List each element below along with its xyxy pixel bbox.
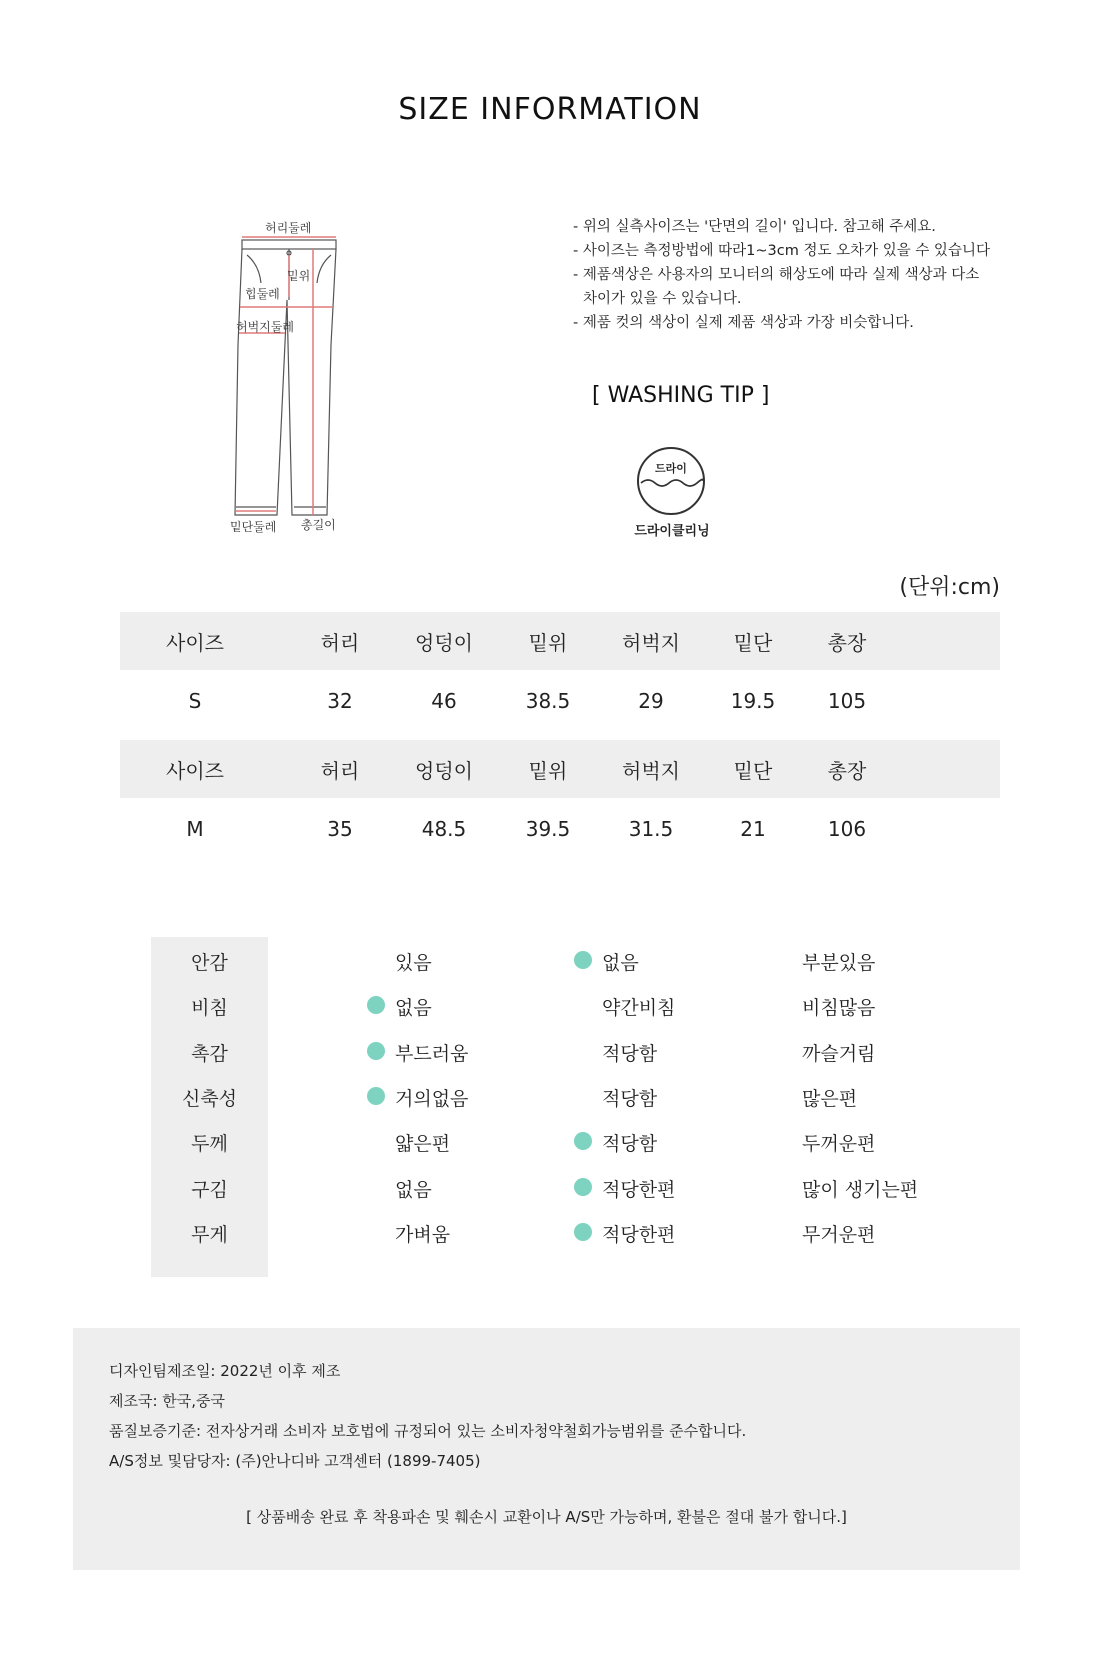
- fabric-option: 거의없음: [395, 1087, 469, 1110]
- unit-label: (단위:cm): [899, 575, 1000, 600]
- size-cell: 29: [638, 689, 664, 713]
- fabric-option: 얇은편: [395, 1133, 451, 1156]
- size-table-header: [120, 612, 1000, 670]
- fabric-row: [0, 993, 1100, 1038]
- fabric-option: 적당함: [602, 1133, 658, 1156]
- fabric-option: 비침많음: [802, 997, 876, 1020]
- table-row: [120, 672, 1000, 730]
- washing-tip-label: 드라이클리닝: [634, 524, 710, 539]
- hem-label: 밑단둘레: [230, 520, 277, 534]
- fabric-row-label: 구김: [191, 1178, 228, 1201]
- note-line: 차이가 있을 수 있습니다.: [583, 291, 742, 307]
- fabric-option: 많은편: [802, 1087, 858, 1110]
- size-cell: 21: [740, 817, 766, 841]
- header-cell: 엉덩이: [415, 630, 473, 655]
- rise-label: 밑위: [287, 269, 311, 283]
- fabric-option: 적당한편: [602, 1223, 676, 1246]
- fabric-row-label: 무게: [191, 1223, 228, 1246]
- fabric-row: [0, 1175, 1100, 1220]
- fabric-option: 까슬거림: [802, 1042, 876, 1065]
- fabric-row: [0, 1220, 1100, 1265]
- washing-tip-title: [ WASHING TIP ]: [592, 383, 770, 408]
- header-cell: 총장: [827, 758, 867, 783]
- size-table-header: [120, 740, 1000, 798]
- fabric-row: [0, 1039, 1100, 1084]
- note-line: - 제품색상은 사용자의 모니터의 해상도에 따라 실제 색상과 다소: [573, 267, 980, 283]
- fabric-row: [0, 948, 1100, 993]
- note-line: - 사이즈는 측정방법에 따라1~3cm 정도 오차가 있을 수 있습니다: [573, 243, 990, 259]
- footer-line: A/S정보 및담당자: (주)안나디바 고객센터 (1899-7405): [109, 1452, 481, 1470]
- header-cell: 밑위: [528, 630, 568, 655]
- fabric-option: 적당함: [602, 1087, 658, 1110]
- size-cell: 46: [431, 689, 457, 713]
- header-cell: 엉덩이: [415, 758, 473, 783]
- fabric-row: [0, 1084, 1100, 1129]
- header-cell: 밑단: [733, 630, 773, 655]
- size-cell: 31.5: [628, 817, 674, 841]
- fabric-row-label: 촉감: [191, 1042, 228, 1065]
- note-line: - 제품 컷의 색상이 실제 제품 색상과 가장 비슷합니다.: [573, 315, 914, 331]
- fabric-option: 두꺼운편: [802, 1133, 876, 1156]
- selected-dot-icon: [574, 1223, 592, 1241]
- header-cell: 총장: [827, 630, 867, 655]
- hip-label: 힙둘레: [245, 287, 280, 301]
- fabric-option: 있음: [395, 952, 432, 974]
- fabric-option: 부분있음: [802, 952, 876, 974]
- size-cell: 39.5: [525, 817, 571, 841]
- fabric-option: 부드러움: [395, 1042, 469, 1065]
- fabric-option: 적당한편: [602, 1178, 676, 1201]
- page-title: SIZE INFORMATION: [398, 92, 702, 127]
- fabric-option: 많이 생기는편: [802, 1178, 919, 1201]
- fabric-option: 약간비침: [602, 997, 676, 1020]
- header-cell: 허벅지: [622, 630, 680, 655]
- dry-clean-icon-text: 드라이: [655, 462, 687, 475]
- selected-dot-icon: [574, 951, 592, 969]
- fabric-row-label: 비침: [191, 997, 228, 1020]
- fabric-row: [0, 1129, 1100, 1174]
- fabric-option: 가벼움: [395, 1223, 451, 1246]
- header-cell: 사이즈: [166, 630, 224, 655]
- fabric-option: 없음: [395, 997, 432, 1020]
- size-cell: 105: [827, 689, 867, 713]
- header-cell: 사이즈: [166, 758, 224, 783]
- size-cell: 35: [327, 817, 353, 841]
- selected-dot-icon: [574, 1178, 592, 1196]
- pants-diagram: [225, 221, 385, 545]
- dry-clean-icon: [635, 445, 707, 517]
- refund-notice: [ 상품배송 완료 후 착용파손 및 훼손시 교환이나 A/S만 가능하며, 환불은 절대 불가 합니다.]: [246, 1508, 847, 1526]
- fabric-row-label: 두께: [191, 1133, 228, 1156]
- table-row: [120, 800, 1000, 858]
- footer-line: 디자인팀제조일: 2022년 이후 제조: [109, 1362, 341, 1380]
- header-cell: 허벅지: [622, 758, 680, 783]
- size-cell: M: [186, 817, 204, 841]
- header-cell: 허리: [320, 630, 360, 655]
- fabric-row-label: 신축성: [181, 1087, 238, 1110]
- footer-line: 제조국: 한국,중국: [109, 1392, 226, 1410]
- selected-dot-icon: [367, 996, 385, 1014]
- header-cell: 허리: [320, 758, 360, 783]
- length-label: 총길이: [301, 518, 336, 532]
- header-cell: 밑위: [528, 758, 568, 783]
- size-cell: 38.5: [525, 689, 571, 713]
- size-cell: 106: [827, 817, 867, 841]
- fabric-option: 적당함: [602, 1042, 658, 1065]
- fabric-row-label: 안감: [191, 952, 228, 974]
- selected-dot-icon: [367, 1087, 385, 1105]
- fabric-option: 무거운편: [802, 1223, 876, 1246]
- note-line: - 위의 실측사이즈는 '단면의 길이' 입니다. 참고해 주세요.: [573, 219, 936, 235]
- fabric-option: 없음: [395, 1178, 432, 1201]
- size-cell: 19.5: [730, 689, 776, 713]
- fabric-option: 없음: [602, 952, 639, 974]
- size-cell: S: [188, 689, 202, 713]
- size-cell: 32: [327, 689, 353, 713]
- selected-dot-icon: [367, 1042, 385, 1060]
- header-cell: 밑단: [733, 758, 773, 783]
- size-cell: 48.5: [421, 817, 467, 841]
- product-info-footer: [73, 1328, 1020, 1570]
- selected-dot-icon: [574, 1132, 592, 1150]
- size-notes: [573, 215, 1043, 335]
- waist-label: 허리둘레: [265, 221, 312, 235]
- footer-line: 품질보증기준: 전자상거래 소비자 보호법에 규정되어 있는 소비자청약철회가능범위를 준수합니다.: [109, 1422, 747, 1440]
- thigh-label: 허벅지둘레: [236, 320, 294, 334]
